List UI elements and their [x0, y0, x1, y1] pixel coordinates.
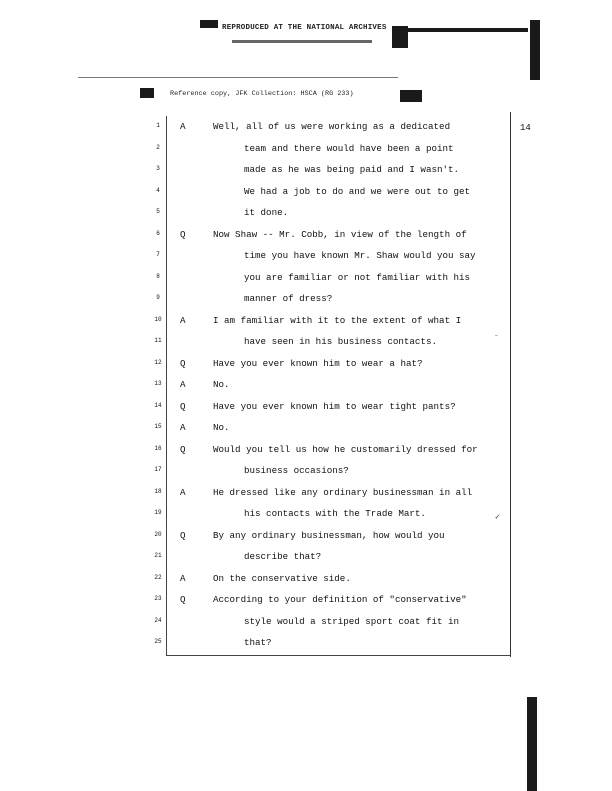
speaker-label: A — [180, 572, 186, 584]
transcript-line — [0, 508, 612, 529]
transcript-line — [0, 121, 612, 142]
page-number: 14 — [520, 123, 531, 133]
speaker-label: Q — [180, 529, 186, 541]
line-number: 5 — [156, 208, 160, 215]
line-number: 11 — [154, 337, 162, 344]
line-number: 23 — [154, 595, 162, 602]
line-number: 18 — [154, 487, 162, 495]
line-number: 13 — [154, 380, 162, 387]
transcript-line — [0, 250, 612, 271]
transcript-line — [0, 229, 612, 250]
line-text: describe that? — [244, 551, 322, 562]
scan-artifact-top — [200, 20, 218, 28]
line-text: have seen in his business contacts. — [244, 336, 437, 347]
line-text: you are familiar or not familiar with his — [244, 271, 471, 283]
line-text: manner of dress? — [244, 293, 333, 304]
line-text: By any ordinary businessman, how would you — [213, 529, 445, 541]
line-number: 7 — [156, 251, 160, 258]
line-text: Now Shaw -- Mr. Cobb, in view of the length of — [213, 228, 467, 240]
line-text: According to your definition of "conservative" — [213, 594, 467, 605]
line-text: that? — [244, 637, 272, 648]
speaker-label: A — [180, 486, 186, 498]
line-number: 15 — [154, 423, 162, 430]
line-text: Have you ever known him to wear a hat? — [213, 357, 423, 369]
scan-artifact-edge-bottom — [527, 697, 537, 791]
line-text: He dressed like any ordinary businessman in all — [213, 486, 473, 498]
line-number: 8 — [156, 272, 160, 280]
line-text: Well, all of us were working as a dedicated — [213, 121, 451, 132]
line-number: 12 — [154, 358, 162, 366]
transcript-line — [0, 465, 612, 486]
speaker-label: A — [180, 121, 186, 132]
transcript-line — [0, 530, 612, 551]
line-number: 21 — [154, 552, 162, 559]
line-text: it done. — [244, 207, 289, 218]
line-text: Have you ever known him to wear tight pants? — [213, 400, 456, 412]
scan-artifact-ref-blot — [400, 90, 422, 102]
line-number: 3 — [156, 165, 160, 172]
archives-stamp: REPRODUCED AT THE NATIONAL ARCHIVES — [222, 24, 387, 32]
line-text: his contacts with the Trade Mart. — [244, 508, 426, 519]
margin-mark: ⁻ — [494, 333, 499, 342]
line-text: Would you tell us how he customarily dressed for — [213, 443, 478, 455]
scan-artifact-smudge — [232, 40, 372, 43]
transcript-line — [0, 379, 612, 400]
line-number: 10 — [154, 315, 162, 323]
line-text: business occasions? — [244, 465, 349, 476]
transcript-line — [0, 594, 612, 615]
line-number: 1 — [156, 122, 160, 129]
transcript-line — [0, 401, 612, 422]
speaker-label: Q — [180, 400, 186, 412]
line-text: time you have known Mr. Shaw would you say — [244, 250, 476, 261]
transcript-line — [0, 422, 612, 443]
line-text: I am familiar with it to the extent of what I — [213, 314, 462, 326]
transcript-line — [0, 186, 612, 207]
transcript-line — [0, 551, 612, 572]
speaker-label: Q — [180, 228, 186, 240]
line-number: 25 — [154, 638, 162, 645]
transcript-line — [0, 207, 612, 228]
speaker-label: A — [180, 379, 186, 390]
speaker-label: Q — [180, 594, 186, 605]
line-number: 22 — [154, 573, 162, 581]
transcript-line — [0, 164, 612, 185]
speaker-label: A — [180, 314, 186, 326]
transcript-line — [0, 358, 612, 379]
speaker-label: Q — [180, 443, 186, 455]
transcript-line — [0, 487, 612, 508]
line-text: team and there would have been a point — [244, 142, 454, 154]
line-text: We had a job to do and we were out to get — [244, 185, 471, 197]
transcript-line — [0, 336, 612, 357]
line-number: 19 — [154, 509, 162, 516]
transcript-line — [0, 444, 612, 465]
scan-artifact-redaction — [392, 26, 408, 48]
line-number: 4 — [156, 186, 160, 194]
line-text: No. — [213, 422, 230, 433]
line-text: No. — [213, 379, 230, 390]
line-number: 14 — [154, 401, 162, 409]
transcript-line — [0, 293, 612, 314]
line-number: 6 — [156, 229, 160, 237]
line-text: made as he was being paid and I wasn't. — [244, 164, 460, 175]
line-text: style would a striped sport coat fit in — [244, 615, 460, 627]
line-number: 2 — [156, 143, 160, 151]
speaker-label: Q — [180, 357, 186, 369]
line-number: 9 — [156, 294, 160, 301]
transcript-line — [0, 573, 612, 594]
transcript-line — [0, 272, 612, 293]
transcript-line — [0, 315, 612, 336]
speaker-label: A — [180, 422, 186, 433]
scan-artifact-left-blot — [140, 88, 154, 98]
transcript-line — [0, 143, 612, 164]
line-number: 16 — [154, 444, 162, 452]
line-number: 17 — [154, 466, 162, 473]
margin-mark: ✓ — [495, 513, 500, 522]
scan-artifact-dashes — [78, 77, 398, 78]
line-number: 20 — [154, 530, 162, 538]
scan-artifact-edge-top — [530, 20, 540, 80]
line-number: 24 — [154, 616, 162, 624]
scan-artifact-bar-top — [408, 28, 528, 32]
transcript-line — [0, 637, 612, 658]
line-text: On the conservative side. — [213, 572, 351, 584]
reference-line: Reference copy, JFK Collection: HSCA (RG 233) — [170, 90, 354, 98]
transcript-line — [0, 616, 612, 637]
